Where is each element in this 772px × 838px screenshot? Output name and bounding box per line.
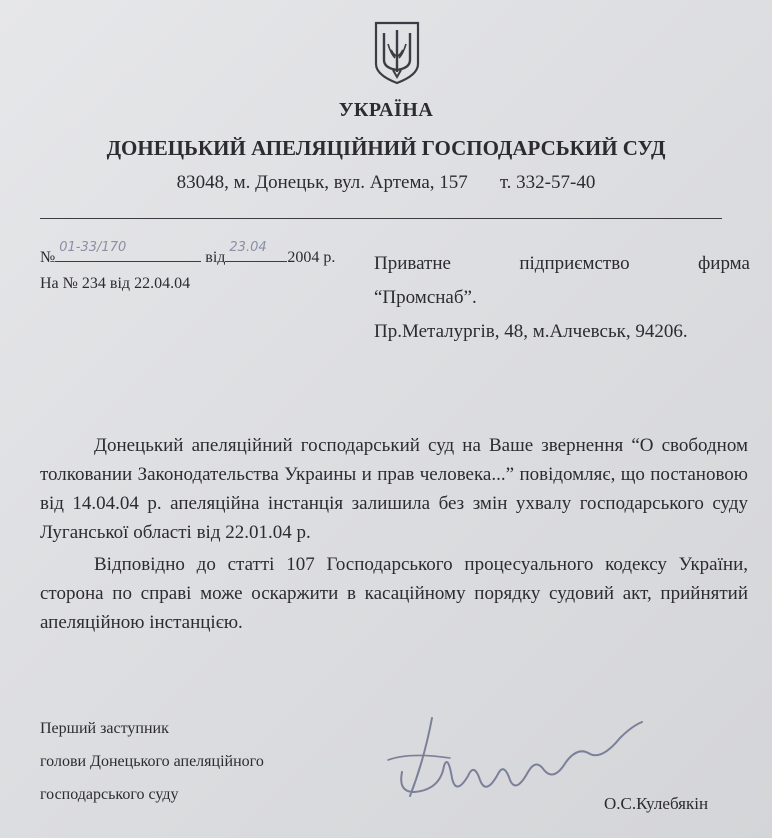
from-label: від [205, 249, 226, 266]
recipient-line-3: Пр.Металургів, 48, м.Алчевськ, 94206. [374, 321, 688, 342]
reference-year: 2004 р. [287, 249, 336, 266]
signatory-title-line-2: голови Донецького апеляційного [40, 753, 264, 770]
body-paragraph-1: Донецький апеляційний господарський суд на Ваше звернення “О свободном толковании Законодательства Украины и прав человека...” повідомляє, що постановою від 14.04.04 р. апеляційна інстанція залишила без змін ухвалу господарського суду Луганської області від 22.01.04 р. [40, 435, 748, 543]
number-blank [55, 240, 201, 262]
date-blank [225, 240, 287, 262]
letter-body [40, 431, 748, 637]
recipient-block [374, 247, 750, 349]
in-reply-to: На № 234 від 22.04.04 [40, 275, 191, 292]
handwritten-date: 23.04 [229, 240, 267, 255]
signatory-title-line-3: господарського суду [40, 786, 179, 803]
number-prefix: № [40, 249, 56, 266]
signer-name: О.С.Кулебякін [604, 794, 709, 813]
trident-emblem-icon [371, 20, 423, 86]
recipient-line-2: “Промснаб”. [374, 287, 477, 308]
recipient-line-1: Приватне підприємство фирма [374, 253, 750, 274]
outgoing-reference [40, 240, 336, 267]
court-address [0, 172, 772, 194]
country-heading: УКРАЇНА [338, 99, 434, 121]
header-divider [40, 218, 722, 219]
handwritten-number: 01-33/170 [59, 240, 127, 255]
signatory-title-line-1: Перший заступник [40, 720, 169, 737]
address-text: 83048, м. Донецьк, вул. Артема, 157 [176, 172, 468, 193]
signatory-title [40, 712, 264, 811]
body-paragraph-2: Відповідно до статті 107 Господарського процесуального кодексу України, сторона по справі може оскаржити в касаційному порядку судовий акт, прийнятий апеляційною інстанцією. [40, 554, 748, 633]
court-name-heading: ДОНЕЦЬКИЙ АПЕЛЯЦІЙНИЙ ГОСПОДАРСЬКИЙ СУД [106, 136, 666, 160]
phone-text: т. 332-57-40 [499, 172, 596, 193]
